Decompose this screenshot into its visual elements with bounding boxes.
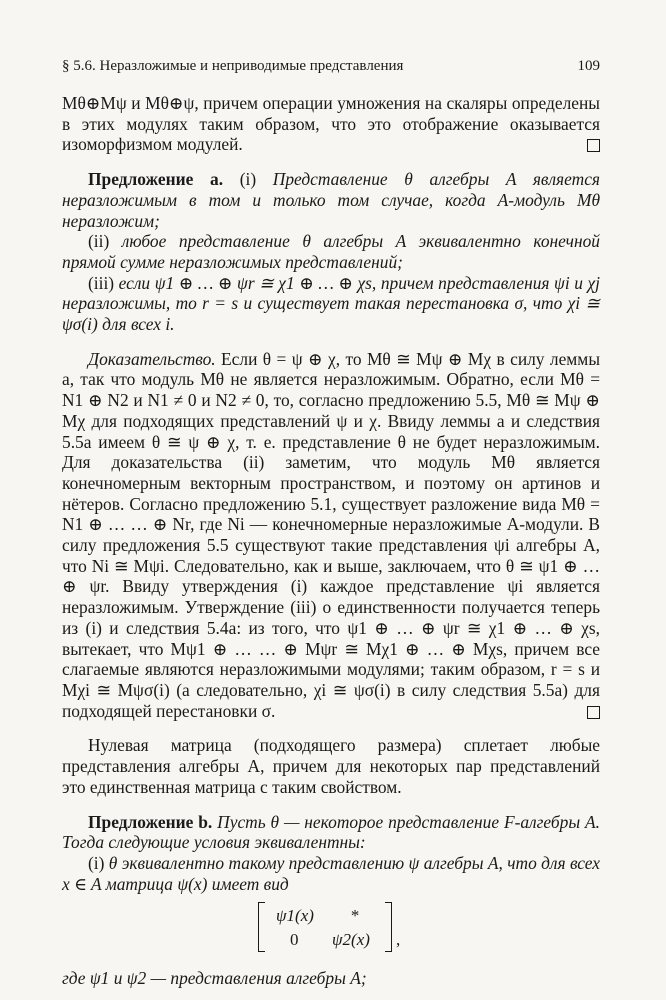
matrix-cell-21: 0 (290, 930, 299, 950)
proposition-b-text-1: θ эквивалентно такому представлению ψ алгебры A, что для всех x ∈ A матрица ψ(x) имеет вид (62, 852, 600, 894)
proposition-b-statement (62, 812, 600, 853)
item-number: (iii) (88, 272, 115, 293)
proposition-a-heading: Предложение a. (88, 169, 224, 190)
proof-text: Если θ = ψ ⊕ χ, то Mθ ≅ Mψ ⊕ Mχ в силу леммы a, так что модуль Mθ не является неразложимым. Обратно, если Mθ = N1 ⊕ N2 и N1 ≠ 0 и N2 ≠ 0, то, согласно предложению 5.5, Mθ ≅ Mψ ⊕ Mχ для подходящих представлений ψ и χ. Ввиду леммы a и следствия 5.5a имеем θ ≅ ψ ⊕ χ, т. е. представление θ не будет неразложимым. Для доказательства (ii) заметим, что модуль Mθ является конечномерным векторным пространством, и поэтому он артинов и нётеров. Согласно предложению 5.1, существует разложение вида Mθ = N1 ⊕ … … ⊕ Nr, где Ni — конечномерные неразложимые A-модули. В силу предложения 5.5 существуют такие представления ψi алгебры A, что Ni ≅ Mψi. Следовательно, как и выше, заключаем, что θ ≅ ψ1 ⊕ … ⊕ ψr. Ввиду утверждения (i) каждое представление ψi является неразложимым. Утверждение (iii) о единственности получается теперь из (i) и следствия 5.4a: из того, что ψ1 ⊕ … ⊕ ψr ≅ χ1 ⊕ … ⊕ χs, вытекает, что Mψ1 ⊕ … … ⊕ Mψr ≅ Mχ1 ⊕ … ⊕ Mχs, причем все слагаемые являются неразложимыми модулями; таким образом, r = s и Mχi ≅ Mψσ(i) (а следовательно, χi ≅ ψσ(i) в силу следствия 5.5a) для подходящей перестановки σ. (62, 348, 600, 721)
matrix-cell-12: * (350, 906, 359, 926)
proposition-b-heading: Предложение b. (88, 811, 213, 832)
right-bracket (385, 902, 392, 952)
qed-icon (587, 139, 600, 152)
final-line: где ψ1 и ψ2 — представления алгебры A; (62, 968, 367, 989)
item-number: (ii) (88, 231, 110, 252)
matrix-cell-22: ψ2(x) (332, 930, 370, 950)
page-number: 109 (577, 58, 600, 74)
item-number: (i) (88, 852, 105, 873)
left-bracket (258, 902, 265, 952)
block-matrix (258, 902, 392, 954)
paragraph-continuation (62, 93, 600, 155)
proposition-b-item-1 (62, 853, 600, 894)
matrix-trailing-comma: , (396, 930, 401, 950)
null-matrix-paragraph: Нулевая матрица (подходящего размера) сплетает любые представления алгебры A, причем для некоторых пар представлений это единственная матрица с таким свойством. (62, 735, 600, 797)
continuation-text: Mθ⊕Mψ и Mθ⊕ψ, причем операции умножения на скаляры определены в этих модулях таким образом, что это отображение оказывается изоморфизмом модулей. (62, 93, 600, 155)
proposition-a-text-1: Представление θ алгебры A является неразложимым в том и только том случае, когда A-модуль Mθ неразложим; (62, 169, 600, 231)
proposition-a-item-3 (62, 273, 600, 335)
proposition-a-item-1 (62, 169, 600, 231)
matrix-display (62, 902, 600, 956)
section-title: § 5.6. Неразложимые и неприводимые представления (62, 58, 404, 74)
proposition-b-text: Пусть θ — некоторое представление F-алгебры A. Тогда следующие условия эквивалентны: (62, 811, 600, 853)
item-number: (i) (239, 169, 257, 190)
proposition-a-text-2: любое представление θ алгебры A эквивалентно конечной прямой сумме неразложимых представлений; (62, 231, 600, 272)
running-header (62, 58, 600, 80)
qed-icon (587, 706, 600, 719)
body-text (62, 93, 600, 989)
proof-label: Доказательство. (88, 348, 216, 369)
proposition-a-text-3: если ψ1 ⊕ … ⊕ ψr ≅ χ1 ⊕ … ⊕ χs, причем представления ψi и χj неразложимы, то r = s и существует такая перестановка σ, что χi ≅ ψσ(i) для всех i. (62, 272, 600, 335)
proof-paragraph (62, 349, 600, 722)
proposition-a-item-2 (62, 231, 600, 272)
matrix-cell-11: ψ1(x) (276, 906, 314, 926)
